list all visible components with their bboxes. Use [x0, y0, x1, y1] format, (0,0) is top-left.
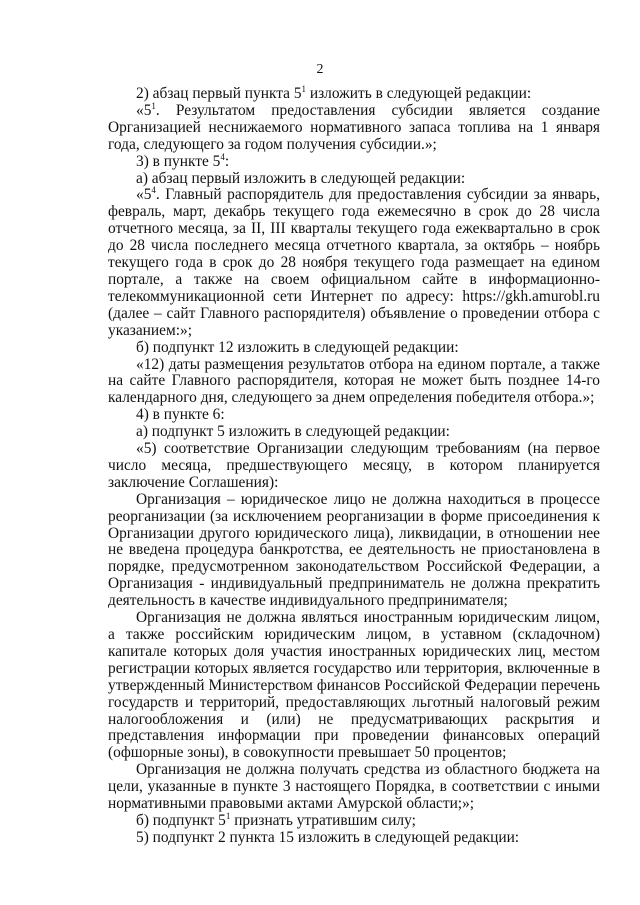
paragraph-2: «$5^1$. Результатом предоставления субсидии является создание Организацией неснижаемого нормативного запаса топлива на 1 января года, следующего за годом получения субсидии.»;: [108, 100, 600, 153]
paragraph-12: Организация не должна являться иностранным юридическим лицом, а также российским юридическим лицом, в уставном (складочном) капитале которых доля участия иностранных юридических лиц, местом регистрации которых является государство или территория, включенные в утвержденный Министерством финансов Российской Федерации перечень государств и территорий, предоставляющих льготный налоговый режим налогообложения и (или) не предусматривающих раскрытия и представления информации при проведении финансовых операций (офшорные зоны), в совокупности превышает 50 процентов;: [108, 609, 600, 762]
paragraph-11: Организация – юридическое лицо не должна находиться в процессе реорганизации (за исключением реорганизации в форме присоединения к Организации другого юридического лица), ликвидации, в отношении нее не введена процедура банкротства, ее деятельность не приостановлена в порядке, предусмотренном законодательством Российской Федерации, а Организация - индивидуальный предприниматель не должна прекратить деятельность в качестве индивидуального предпринимателя;: [108, 490, 600, 610]
paragraph-1: 2) абзац первый пункта $5^1$ изложить в следующей редакции:: [136, 83, 532, 102]
paragraph-7: «12) даты размещения результатов отбора на едином портале, а также на сайте Главного распорядителя, которая не может быть позднее 14-го календарного дня, следующего за днем определения победителя отбора.»;: [108, 355, 600, 407]
paragraph-15: 5) подпункт 2 пункта 15 изложить в следующей редакции:: [136, 828, 520, 846]
paragraph-13: Организация не должна получать средства из областного бюджета на цели, указанные в пункте 3 настоящего Порядка, в соответствии с иными нормативными правовыми актами Амурской области;»;: [108, 761, 600, 813]
paragraph-5: «$5^4$. Главный распорядитель для предоставления субсидии за январь, февраль, март, декабрь текущего года ежемесячно в срок до 28 числа отчетного месяца, за II, III кварталы текущего года ежеквартально в срок до 28 числа последнего месяца отчетного квартала, за октябрь – ноябрь текущего года в срок до 28 ноября текущего года размещает на едином портале, а также на своем официальном сайте в информационно-телекоммуникационной сети Интернет по адресу: https://gkh.amurobl.ru (далее – сайт Главного распорядителя) объявление о проведении отбора с указанием:»;: [108, 185, 600, 339]
paragraph-8: 4) в пункте 6:: [136, 406, 225, 424]
paragraph-14: б) подпункт $5^1$ признать утратившим силу;: [136, 810, 416, 829]
paragraph-9: а) подпункт 5 изложить в следующей редакции:: [136, 423, 450, 441]
document-body: [108, 83, 600, 847]
paragraph-4: а) абзац первый изложить в следующей редакции:: [136, 169, 466, 187]
page-number: 2: [316, 62, 324, 77]
paragraph-6: б) подпункт 12 изложить в следующей редакции:: [136, 338, 459, 356]
paragraph-3: 3) в пункте $5^4$:: [136, 151, 230, 170]
paragraph-10: «5) соответствие Организации следующим требованиям (на первое число месяца, предшествующего месяцу, в котором планируется заключение Соглашения):: [108, 440, 600, 491]
